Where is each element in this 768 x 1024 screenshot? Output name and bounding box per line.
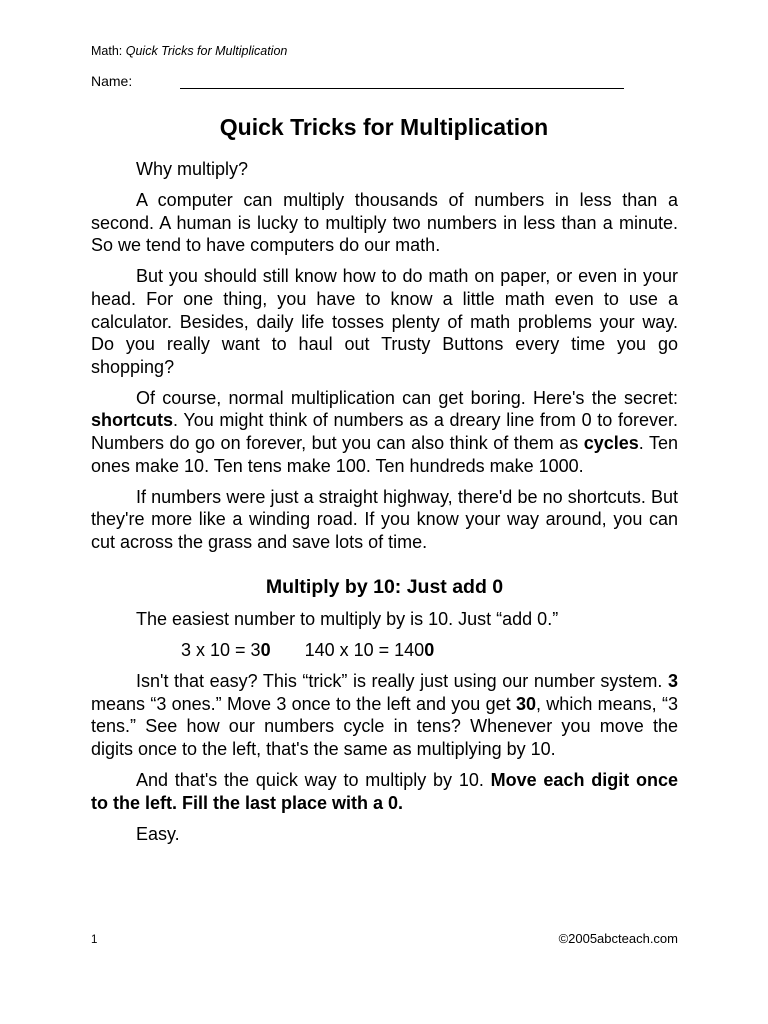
equation-1 — [181, 640, 271, 660]
name-label: Name: — [91, 73, 133, 89]
p7-bold-rule: Move each digit once to the left. Fill the last place with a 0. — [91, 770, 679, 813]
p7-text-a: And that's the quick way to multiply by 10. — [136, 770, 491, 791]
p3-bold-shortcuts: shortcuts — [91, 410, 174, 431]
equations-row — [91, 639, 678, 662]
copyright: ©2005abcteach.com — [558, 931, 678, 946]
equation-2-bold-digit: 0 — [424, 640, 435, 661]
p6-bold-30: 30 — [515, 693, 536, 714]
paragraph-8: Easy. — [136, 823, 180, 844]
p6-text-e: , which means, “3 tens.” See how our numbers cycle in tens? Whenever you move the digits once to the left, that's the same as multiplying by 10. — [91, 693, 678, 760]
paragraph-5: The easiest number to multiply by is 10. Just “add 0.” — [136, 609, 559, 630]
page-title: Quick Tricks for Multiplication — [219, 114, 549, 140]
paragraph-6 — [91, 670, 678, 760]
equation-2-text: 140 x 10 = 140 — [304, 640, 425, 661]
p6-text-c: means “3 ones.” Move 3 once to the left and you get — [91, 693, 516, 714]
header-subject: Math: — [91, 44, 123, 58]
name-blank-line[interactable] — [180, 88, 624, 89]
p3-bold-cycles: cycles — [583, 433, 639, 454]
page-number: 1 — [91, 934, 98, 946]
header-topic: Quick Tricks for Multiplication — [125, 44, 288, 58]
equation-2 — [305, 640, 435, 660]
paragraph-4: If numbers were just a straight highway, there'd be no shortcuts. But they're more like a winding road. If you know your way around, you can cut across the grass and save lots of time. — [91, 486, 678, 552]
equation-1-bold-digit: 0 — [260, 640, 271, 661]
paragraph-3 — [91, 387, 678, 477]
document-header — [91, 44, 287, 58]
section-heading: Multiply by 10: Just add 0 — [265, 575, 504, 598]
p3-text-c: . You might think of numbers as a dreary line from 0 to forever. Numbers do go on forever, but you can also think of them as — [91, 410, 678, 454]
p6-text-a: Isn't that easy? This “trick” is really just using our number system. — [136, 671, 668, 692]
document-body — [91, 158, 678, 854]
p3-text-e: . Ten ones make 10. Ten tens make 100. Ten hundreds make 1000. — [91, 433, 678, 476]
p6-bold-3: 3 — [667, 671, 678, 692]
paragraph-1: A computer can multiply thousands of numbers in less than a second. A human is lucky to multiply two numbers in less than a minute. So we tend to have computers do our math. — [91, 190, 678, 256]
intro-question: Why multiply? — [136, 159, 249, 179]
equation-1-text: 3 x 10 = 3 — [181, 640, 261, 661]
paragraph-7 — [91, 769, 678, 814]
p3-text-a: Of course, normal multiplication can get boring. Here's the secret: — [136, 387, 678, 408]
paragraph-2: But you should still know how to do math on paper, or even in your head. For one thing, you have to know a little math even to use a calculator. Besides, daily life tosses plenty of math problems your way. Do you really want to haul out Trusty Buttons every time you go shopping? — [91, 266, 678, 377]
